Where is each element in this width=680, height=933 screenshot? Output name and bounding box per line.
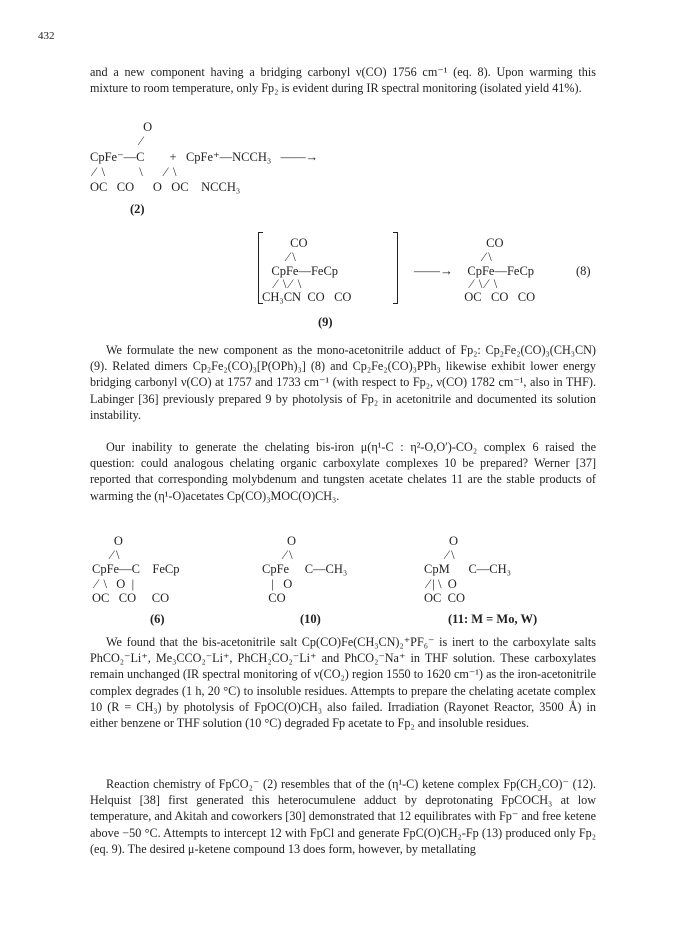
compound-6-line5: OC CO CO [92, 591, 170, 605]
compound-11-label: (11: M = Mo, W) [448, 612, 538, 626]
product-line3: CpFe—FeCp [458, 264, 535, 278]
compound-6-line3: CpFe—C FeCp [92, 562, 180, 576]
compound-10-line5: CO [262, 591, 286, 605]
product-line1: CO [458, 236, 504, 250]
compound-2-label: (2) [130, 202, 145, 216]
paragraph-chelation: Our inability to generate the chelating bis-iron μ(η¹-C : η²-O,O′)-CO₂ complex 6 raised the question: could analogous chelating organic carboxylate complexes 10 be prepared? Werner [37] reported that corresponding molybdenum and tungsten acetate chelates 11 are the stable products of warming the (η¹-O)acetates Cp(CO)₃MOC(O)CH₃. [90, 440, 596, 503]
paragraph-findings: We found that the bis-acetonitrile salt Cp(CO)Fe(CH₃CN)₂⁺PF₆⁻ is inert to the carboxylate salts PhCO₂⁻Li⁺, Me₃CCO₂⁻Li⁺, PhCH₂CO₂⁻Li⁺ and PhCO₂⁻Na⁺ in THF solution. These carboxylates remain unchanged (IR spectral monitoring of ν(CO₂) region 1550 to 1620 cm⁻¹) as the iron-acetonitrile complex degrades (1 h, 20 °C) to insoluble residues. Attempts to prepare the chelating acetate complex 10 (R = CH₃) by photolysis of FpOC(O)CH₃ also failed. Irradiation (Rayonet Reactor, 3500 Å) in either benzene or THF solution (10 °C) degraded Fp acetate to Fp₂ and insoluble residues. [90, 635, 596, 731]
compound-6-line1: O [92, 534, 123, 548]
product-line4: ⁄ \ ⁄ \ [458, 277, 498, 291]
compound-10-line4: | O [262, 577, 293, 591]
compound-11-line5: OC CO [424, 591, 465, 605]
compound-10-line3: CpFe C—CH₃ [262, 562, 348, 576]
product-line5: OC CO CO [458, 290, 536, 304]
compound-11-line4: ⁄ | \ O [424, 577, 457, 591]
compound-11-line2: ⁄ \ [424, 548, 455, 562]
compound-10-label: (10) [300, 612, 321, 626]
compound-6-label: (6) [150, 612, 165, 626]
equation-number-8: (8) [576, 264, 591, 278]
compound-9-line3: CpFe—FeCp [262, 264, 339, 278]
compound-9-line2: ⁄ \ [262, 250, 296, 264]
scheme1-line3: CpFe⁻—C + CpFe⁺—NCCH₃ ——→ [90, 150, 319, 164]
left-bracket-close [393, 232, 398, 304]
compound-9-line5: CH₃CN CO CO [262, 290, 352, 304]
compound-11-line3: CpM C—CH₃ [424, 562, 512, 576]
compound-11-line1: O [424, 534, 459, 548]
compound-10-line2: ⁄ \ [262, 548, 293, 562]
product-line2: ⁄ \ [458, 250, 492, 264]
compound-9-line1: CO [262, 236, 308, 250]
compound-9-line4: ⁄ \ ⁄ \ [262, 277, 302, 291]
paragraph-intro: and a new component having a bridging carbonyl ν(CO) 1756 cm⁻¹ (eq. 8). Upon warming this mixture to room temperature, only Fp₂ is evident during IR spectral monitoring (isolated yield 41%). [90, 65, 596, 96]
compound-6-line2: ⁄ \ [92, 548, 120, 562]
paragraph-formulation: We formulate the new component as the mono-acetonitrile adduct of Fp₂: Cp₂Fe₂(CO)₃(CH₃CN) (9). Related dimers Cp₂Fe₂(CO)₃[P(OPh)₃] (8) and Cp₂Fe₂(CO)₃PPh₃ likewise exhibit lower energy bridging carbonyl ν(CO) at 1757 and 1733 cm⁻¹ (with respect to Fp₂, ν(CO) 1782 cm⁻¹, also in THF). Labinger [36] previously prepared 9 by photolysis of Fp₂ in acetonitrile and documented its solution instability. [90, 343, 596, 422]
scheme1-line5: OC CO O OC NCCH₃ [90, 180, 241, 194]
page-number: 432 [38, 30, 55, 42]
compound-6-line4: ⁄ \ O | [92, 577, 135, 591]
reaction-arrow: ——→ [414, 263, 453, 278]
paragraph-reaction-chemistry: Reaction chemistry of FpCO₂⁻ (2) resembles that of the (η¹-C) ketene complex Fp(CH₂CO)⁻ (12). Helquist [38] first generated this heterocumulene adduct by deprotonating FpCOCH₃ at low temperature, and Akitah and coworkers [30] demonstrated that 12 equilibrates with Fp⁻ and free ketene above −50 °C. Attempts to intercept 12 with FpCl and generate FpC(O)CH₂-Fp (13) produced only Fp₂ (eq. 9). The desired μ-ketene compound 13 does form, however, by metallating [90, 777, 596, 856]
scheme1-line2: ⁄ [90, 134, 143, 148]
scheme1-line1: O [90, 120, 153, 134]
compound-10-line1: O [262, 534, 297, 548]
scheme1-line4: ⁄ \ \ ⁄ \ [90, 165, 177, 179]
compound-9-label: (9) [318, 315, 333, 329]
